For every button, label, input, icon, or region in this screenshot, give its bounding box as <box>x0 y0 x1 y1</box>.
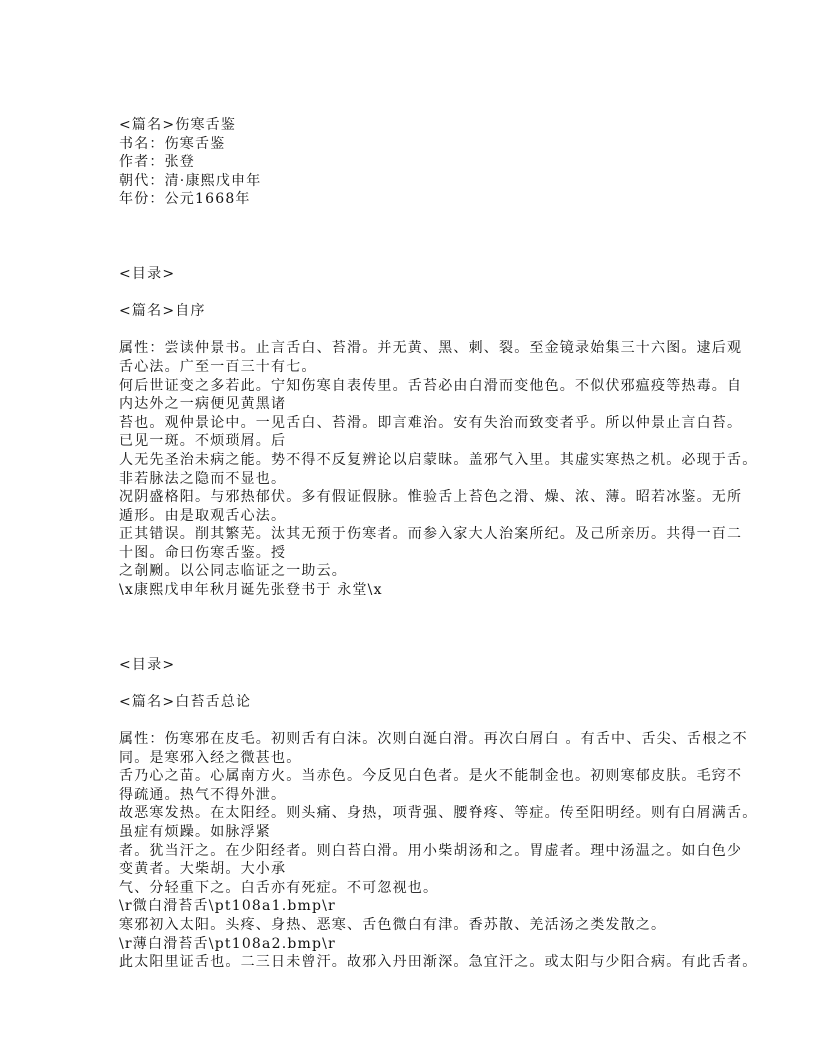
body-line: 苔也。观仲景论中。一见舌白、苔滑。即言难治。安有失治而致变者乎。所以仲景止言白苔。 <box>119 414 743 431</box>
body-line: 者。犹当汗之。在少阳经者。则白苔白滑。用小柴胡汤和之。胃虚者。理中汤温之。如白色少 <box>119 842 743 859</box>
body-line: 气、分轻重下之。白舌亦有死症。不可忽视也。 <box>119 879 439 896</box>
section-title: <篇名>自序 <box>119 303 206 320</box>
body-line: 舌乃心之苗。心属南方火。当赤色。今反见白色者。是火不能制金也。初则寒郁皮肤。毛窍不 <box>119 768 743 785</box>
image-ref: \r微白滑苔舌\pt108a1.bmp\r <box>119 898 336 915</box>
body-line: 何后世证变之多若此。宁知伤寒自表传里。舌苔必由白滑而变他色。不似伏邪瘟疫等热毒。自 <box>119 377 743 394</box>
body-line: 正其错误。削其繁芜。汰其无预于伤寒者。而参入家大人治案所纪。及己所亲历。共得一百二 <box>119 526 743 543</box>
body-line: 内达外之一病便见黄黑诸 <box>119 396 287 413</box>
book-name: 书名：伤寒舌鉴 <box>119 135 226 152</box>
body-line: 变黄者。大柴胡。大小承 <box>119 861 287 878</box>
body-line: 十图。命曰伤寒舌鉴。授 <box>119 544 287 561</box>
section-title: <篇名>白苔舌总论 <box>119 693 252 710</box>
body-line: 舌心法。广至一百三十有七。 <box>119 358 317 375</box>
body-line: 虽症有烦躁。如脉浮紧 <box>119 824 271 840</box>
toc-marker: <目录> <box>119 656 176 673</box>
body-line: \x康熙戊申年秋月诞先张登书于 永堂\x <box>119 582 383 599</box>
body-line: 寒邪初入太阳。头疼、身热、恶寒、舌色微白有津。香苏散、羌活汤之类发散之。 <box>119 916 667 933</box>
dynasty: 朝代：清·康熙戊申年 <box>119 172 262 189</box>
author: 作者：张登 <box>119 154 195 171</box>
body-line: 之剞劂。以公同志临证之一助云。 <box>119 563 347 580</box>
body-line: 已见一斑。不烦琐屑。后 <box>119 433 287 450</box>
body-line: 非若脉法之隐而不显也。 <box>119 470 287 487</box>
body-line: 得疏通。热气不得外泄。 <box>119 786 287 803</box>
body-line: 此太阳里证舌也。二三日未曾汗。故邪入丹田渐深。急宜汗之。或太阳与少阳合病。有此舌者。 <box>119 954 758 971</box>
body-line: 故恶寒发热。在太阳经。则头痛、身热，项背强、腰脊疼、等症。传至阳明经。则有白屑满舌。 <box>119 805 758 822</box>
document-page <box>119 116 758 972</box>
chapter-title: <篇名>伤寒舌鉴 <box>119 117 237 133</box>
toc-marker: <目录> <box>119 265 176 282</box>
section-body <box>119 339 758 599</box>
image-ref: \r薄白滑苔舌\pt108a2.bmp\r <box>119 935 336 952</box>
body-line: 人无先圣治未病之能。势不得不反复辨论以启蒙昧。盖邪气入里。其虚实寒热之机。必现于舌。 <box>119 451 758 468</box>
year: 年份：公元1668年 <box>119 191 251 208</box>
body-line: 遁形。由是取观舌心法。 <box>119 507 287 524</box>
body-line: 属性：尝读仲景书。止言舌白、苔滑。并无黄、黑、刺、裂。至金镜录始集三十六图。逮后观 <box>119 340 743 357</box>
section-body <box>119 730 758 972</box>
body-line: 况阴盛格阳。与邪热郁伏。多有假证假脉。惟验舌上苔色之滑、燥、浓、薄。昭若冰鉴。无所 <box>119 489 743 506</box>
body-line: 同。是寒邪入经之微甚也。 <box>119 749 302 766</box>
body-line: 属性：伤寒邪在皮毛。初则舌有白沫。次则白涎白滑。再次白屑白 。有舌中、舌尖、舌根之不 <box>119 731 748 748</box>
